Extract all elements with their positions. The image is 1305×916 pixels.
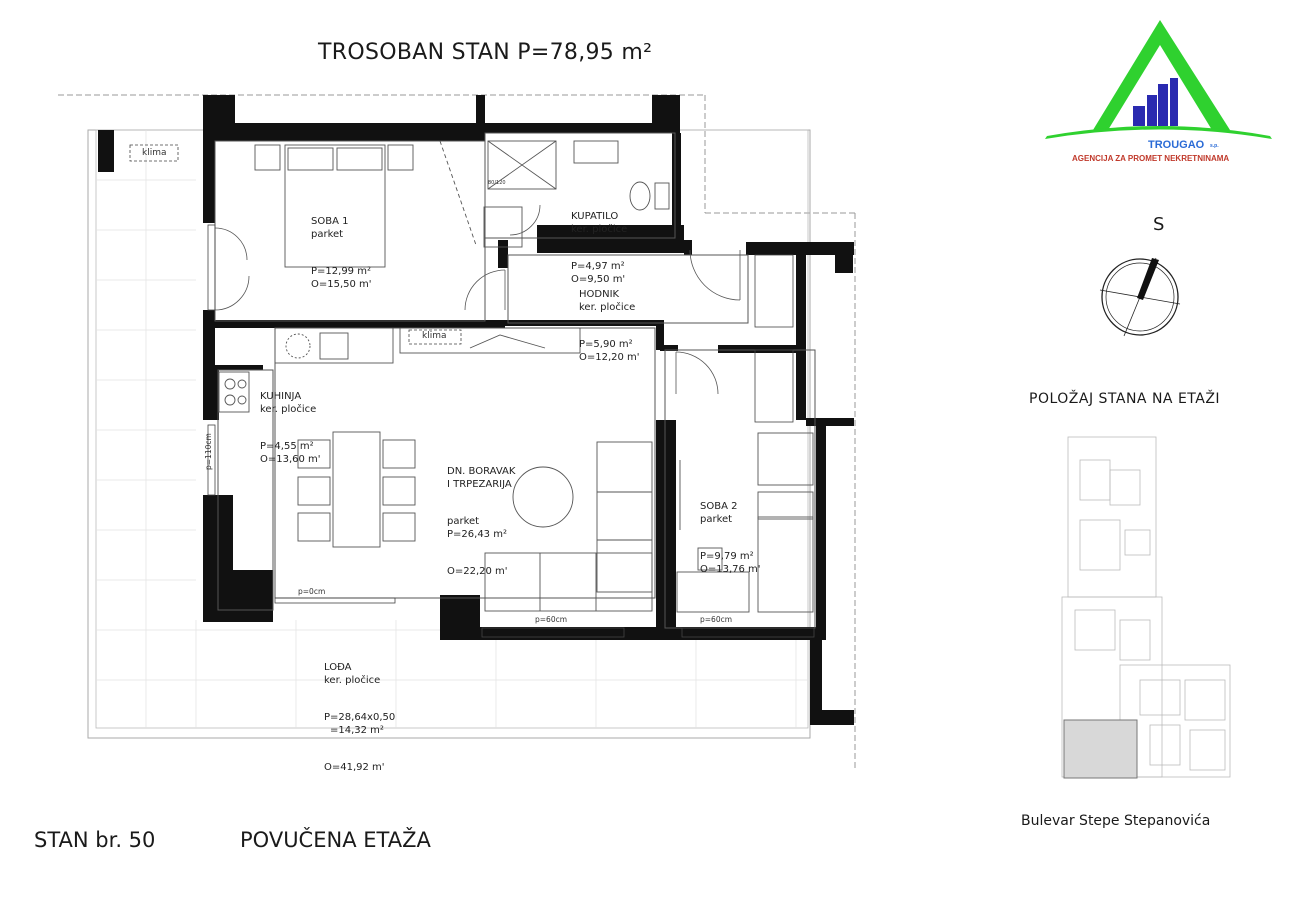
door-p0-label: p=0cm bbox=[298, 587, 326, 596]
room-label-kuhinja: KUHINJA ker. pločice P=4,55 m² O=13,60 m' bbox=[260, 391, 321, 465]
room-label-kupatilo: KUPATILO ker. pločice P=4,97 m² O=9,50 m' bbox=[571, 211, 628, 285]
room-label-soba1: SOBA 1 parket P=12,99 m² O=15,50 m' bbox=[311, 216, 372, 290]
window-soba2-label: p=60cm bbox=[700, 615, 733, 624]
room-label-hodnik: HODNIK ker. pločice P=5,90 m² O=12,20 m' bbox=[579, 289, 640, 363]
shower-size-label: 80/120 bbox=[488, 180, 506, 186]
unit-number: STAN br. 50 bbox=[34, 828, 156, 852]
logo-name: TROUGAO bbox=[1148, 139, 1205, 151]
compass-symbol bbox=[1100, 258, 1180, 336]
trougao-logo bbox=[1045, 20, 1272, 139]
compass-label: S bbox=[1153, 214, 1165, 235]
klima-label-2: klima bbox=[422, 331, 447, 341]
floor-name: POVUČENA ETAŽA bbox=[240, 828, 431, 852]
street-name: Bulevar Stepe Stepanovića bbox=[1021, 813, 1211, 829]
window-living-label: p=60cm bbox=[535, 615, 568, 624]
room-label-lodja: LOĐA ker. pločice P=28,64x0,50 =14,32 m² O=41,92 m' bbox=[324, 662, 396, 773]
unit-position-highlight bbox=[1064, 720, 1137, 778]
plan-title: TROSOBAN STAN P=78,95 m² bbox=[318, 40, 653, 65]
logo-tagline: AGENCIJA ZA PROMET NEKRETNINAMA bbox=[1072, 154, 1230, 163]
location-heading: POLOŽAJ STANA NA ETAŽI bbox=[1029, 391, 1221, 407]
klima-label-1: klima bbox=[142, 148, 167, 158]
room-label-boravak: DN. BORAVAK I TRPEZARIJA parket P=26,43 m² O=22,20 m' bbox=[447, 466, 516, 577]
logo-suffix: s.p. bbox=[1210, 143, 1219, 149]
window-kitchen-label: p=110cm bbox=[204, 433, 213, 470]
room-label-soba2: SOBA 2 parket P=9,79 m² O=13,76 m' bbox=[700, 501, 761, 575]
walls bbox=[98, 95, 854, 725]
